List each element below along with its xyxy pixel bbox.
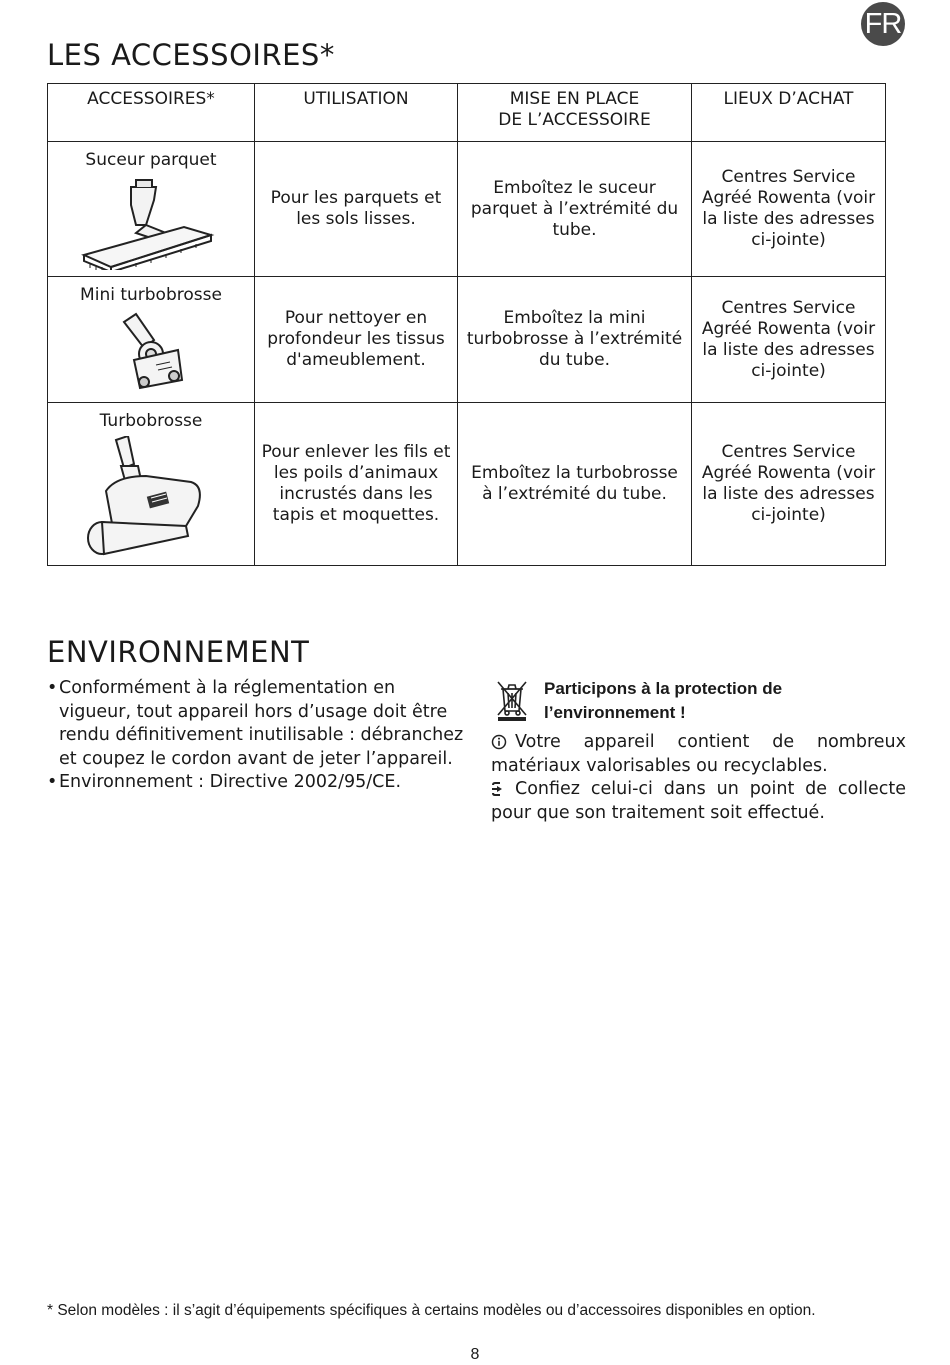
footnote: * Selon modèles : il s’agit d’équipements spécifiques à certains modèles ou d’accessoires disponibles en option. — [47, 1302, 816, 1319]
environment-bullets — [47, 677, 467, 795]
recycling-notice — [491, 677, 906, 825]
info-icon — [491, 734, 507, 750]
table-row — [48, 403, 886, 566]
purchase-cell: Centres Service Agréé Rowenta (voir la liste des adresses ci-jointe) — [692, 277, 886, 403]
arrow-right-icon — [491, 781, 507, 797]
accessory-name: Suceur parquet — [85, 150, 217, 170]
accessories-table — [47, 83, 886, 566]
mini-turbobrush-icon — [106, 310, 196, 390]
accessories-title: LES ACCESSOIRES* — [47, 38, 335, 72]
table-row — [48, 142, 886, 277]
usage-cell: Pour enlever les fils et les poils d’animaux incrustés dans les tapis et moquettes. — [255, 403, 458, 566]
accessory-cell — [48, 403, 255, 566]
usage-cell: Pour les parquets et les sols lisses. — [255, 142, 458, 277]
list-item: • Conformément à la réglementation en vigueur, tout appareil hors d’usage doit être rendu définitivement inutilisable : débranchez et coupez le cordon avant de jeter l’appareil. — [47, 677, 467, 771]
info-text: Votre appareil contient de nombreux matériaux valorisables ou recyclables. — [491, 732, 906, 776]
accessory-cell — [48, 142, 255, 277]
table-row — [48, 277, 886, 403]
purchase-cell: Centres Service Agréé Rowenta (voir la liste des adresses ci-jointe) — [692, 142, 886, 277]
accessory-name: Mini turbobrosse — [80, 285, 222, 305]
header-mise-en-place: MISE EN PLACE DE L’ACCESSOIRE — [458, 84, 692, 142]
info-paragraph — [491, 731, 906, 778]
list-item: • Environnement : Directive 2002/95/CE. — [47, 771, 467, 795]
accessory-name: Turbobrosse — [99, 411, 203, 431]
setup-cell: Emboîtez la mini turbobrosse à l’extrémité du tube. — [458, 277, 692, 403]
language-badge: FR — [861, 2, 905, 46]
setup-cell: Emboîtez la turbobrosse à l’extrémité du tube. — [458, 403, 692, 566]
crossed-bin-icon — [494, 679, 530, 721]
parquet-nozzle-icon — [76, 175, 226, 270]
header-accessoires: ACCESSOIRES* — [48, 84, 255, 142]
environment-title: ENVIRONNEMENT — [47, 635, 310, 669]
arrow-text: Confiez celui-ci dans un point de collecte pour que son traitement soit effectué. — [491, 779, 906, 823]
setup-cell: Emboîtez le suceur parquet à l’extrémité du tube. — [458, 142, 692, 277]
usage-cell: Pour nettoyer en profondeur les tissus d'ameublement. — [255, 277, 458, 403]
arrow-paragraph — [491, 778, 906, 825]
table-header-row — [48, 84, 886, 142]
header-utilisation: UTILISATION — [255, 84, 458, 142]
header-lieux-achat: LIEUX D’ACHAT — [692, 84, 886, 142]
page-number: 8 — [470, 1346, 480, 1363]
purchase-cell: Centres Service Agréé Rowenta (voir la liste des adresses ci-jointe) — [692, 403, 886, 566]
recycling-heading: Participons à la protection de l’environnement ! — [544, 679, 783, 722]
accessory-cell — [48, 277, 255, 403]
turbobrush-icon — [86, 436, 216, 558]
